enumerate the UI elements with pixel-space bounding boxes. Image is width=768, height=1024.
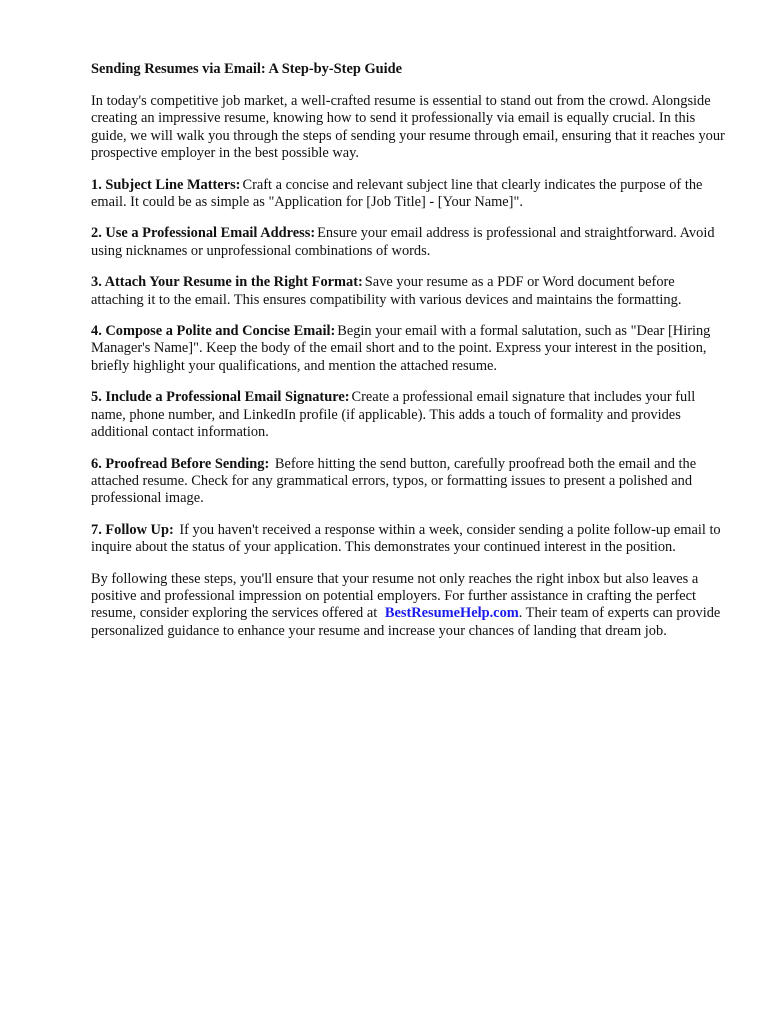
step-text: Craft a concise and relevant subject line that clearly indicates the purpose of the email. It could be as simple as "Application for [Job Title] - [Your Name]". bbox=[91, 176, 703, 211]
step-title: 7. Follow Up: bbox=[91, 521, 174, 538]
step-paragraph-3 bbox=[91, 274, 727, 309]
step-paragraph-4 bbox=[91, 323, 727, 375]
step-title: 6. Proofread Before Sending: bbox=[91, 455, 270, 472]
step-paragraph-6 bbox=[91, 456, 727, 508]
document-title: Sending Resumes via Email: A Step-by-Step Guide bbox=[91, 61, 403, 77]
step-paragraph-2 bbox=[91, 225, 727, 260]
intro-paragraph: In today's competitive job market, a well-crafted resume is essential to stand out from the crowd. Alongside creating an impressive resume, knowing how to send it professionally via email is equally crucial. In this guide, we will walk you through the steps of sending your resume through email, ensuring that it reaches your prospective employer in the best possible way. bbox=[91, 93, 725, 162]
step-text: Ensure your email address is professional and straightforward. Avoid using nicknames or unprofessional combinations of words. bbox=[91, 225, 715, 259]
step-paragraph-1 bbox=[91, 177, 727, 212]
step-title: 5. Include a Professional Email Signature: bbox=[91, 389, 350, 406]
step-text: Before hitting the send button, carefully proofread both the email and the attached resume. Check for any grammatical errors, typos, or formatting issues to present a polished and professional image. bbox=[91, 455, 697, 507]
step-title: 1. Subject Line Matters: bbox=[91, 176, 241, 193]
step-title: 2. Use a Professional Email Address: bbox=[91, 225, 316, 242]
step-paragraph-7 bbox=[91, 522, 727, 557]
conclusion-paragraph bbox=[91, 571, 727, 641]
step-text: If you haven't received a response within a week, consider sending a polite follow-up email to inquire about the status of your application. This demonstrates your continued interest in the position. bbox=[91, 521, 721, 556]
conclusion-text-after: . Their team of experts can provide personalized guidance to enhance your resume and increase your chances of landing that dream job. bbox=[91, 605, 721, 639]
step-paragraph-5 bbox=[91, 389, 727, 441]
step-text: Create a professional email signature that includes your full name, phone number, and LinkedIn profile (if applicable). This adds a touch of formality and provides additional contact information. bbox=[91, 389, 696, 441]
best-resume-help-link[interactable]: BestResumeHelp.com bbox=[384, 605, 519, 622]
step-title: 4. Compose a Polite and Concise Email: bbox=[91, 323, 336, 340]
step-text: Save your resume as a PDF or Word document before attaching it to the email. This ensures compatibility with various devices and maintains the formatting. bbox=[91, 274, 682, 308]
step-title: 3. Attach Your Resume in the Right Format: bbox=[91, 274, 363, 291]
conclusion-text-before: By following these steps, you'll ensure that your resume not only reaches the right inbox but also leaves a positive and professional impression on potential employers. For further assistance in crafting the perfect resume, consider exploring the services offered at bbox=[91, 570, 699, 622]
document-page bbox=[91, 59, 727, 654]
step-text: Begin your email with a formal salutation, such as "Dear [Hiring Manager's Name]". Keep the body of the email short and to the point. Express your interest in the position, briefly highlight your qualifications, and mention the attached resume. bbox=[91, 323, 711, 374]
